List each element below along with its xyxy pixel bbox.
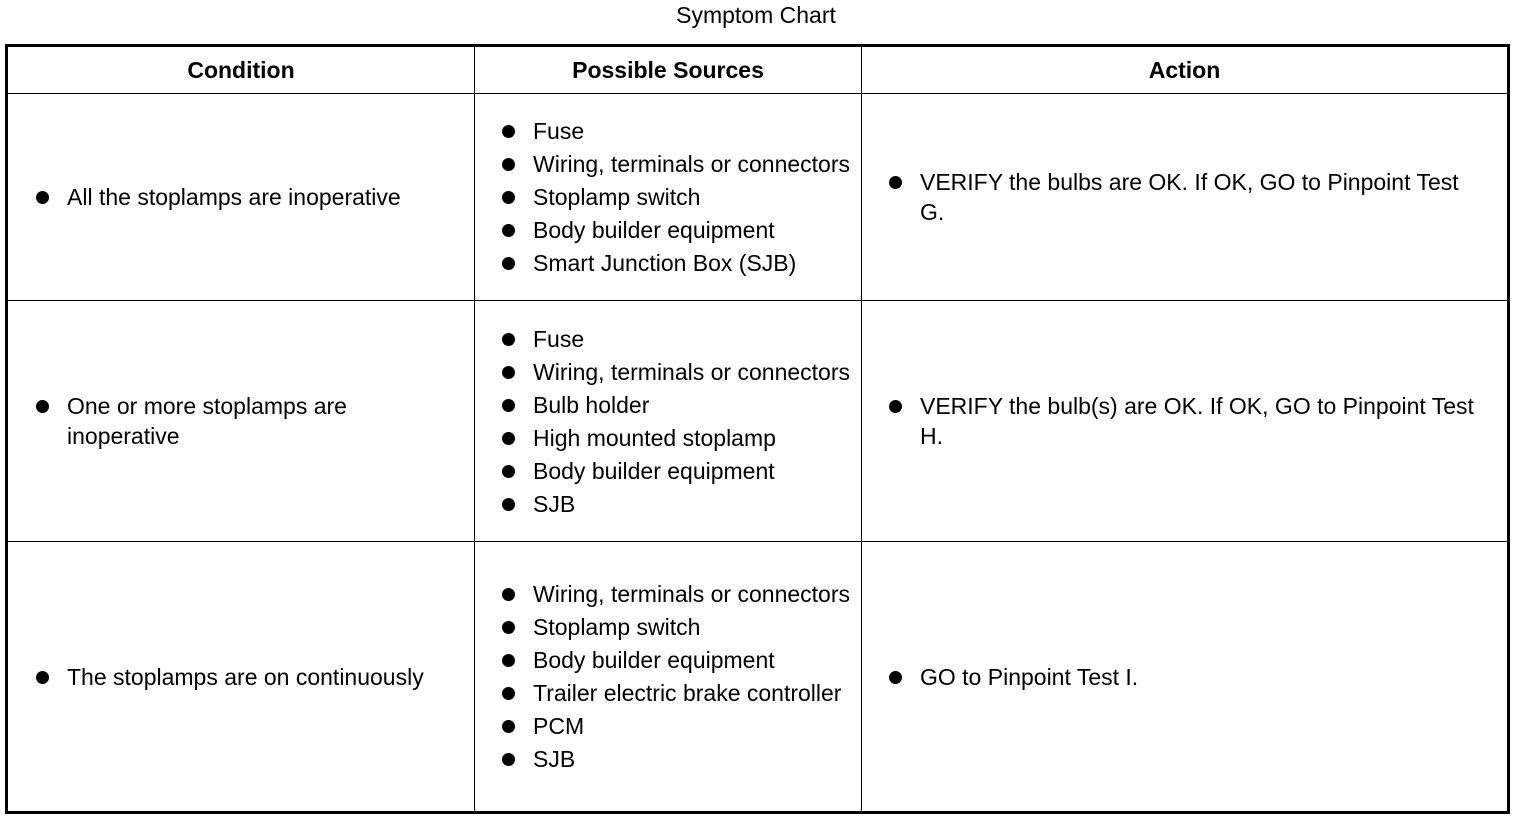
source-item: Stoplamp switch	[533, 612, 853, 642]
action-cell	[862, 94, 1509, 301]
page-title: Symptom Chart	[676, 2, 836, 28]
action-cell	[862, 301, 1509, 542]
source-item: Wiring, terminals or connectors	[533, 357, 853, 387]
source-item: SJB	[533, 489, 853, 519]
source-item: High mounted stoplamp	[533, 423, 853, 453]
condition-text: The stoplamps are on continuously	[67, 662, 464, 692]
table-row	[7, 94, 1509, 301]
condition-text: All the stoplamps are inoperative	[67, 182, 464, 212]
source-item: SJB	[533, 744, 853, 774]
header-row	[7, 46, 1509, 94]
sources-cell	[475, 542, 862, 813]
symptom-chart-table	[5, 44, 1510, 814]
sources-cell	[475, 94, 862, 301]
action-text: VERIFY the bulbs are OK. If OK, GO to Pinpoint Test G.	[920, 167, 1487, 227]
source-item: Wiring, terminals or connectors	[533, 579, 853, 609]
header-condition: Condition	[7, 46, 475, 94]
header-action: Action	[862, 46, 1509, 94]
table-row	[7, 301, 1509, 542]
source-item: PCM	[533, 711, 853, 741]
source-item: Fuse	[533, 116, 853, 146]
condition-cell	[7, 542, 475, 813]
source-item: Trailer electric brake controller	[533, 678, 853, 708]
source-item: Smart Junction Box (SJB)	[533, 248, 853, 278]
condition-text: One or more stoplamps are inoperative	[67, 391, 464, 451]
source-item: Bulb holder	[533, 390, 853, 420]
source-item: Wiring, terminals or connectors	[533, 149, 853, 179]
source-item: Stoplamp switch	[533, 182, 853, 212]
source-item: Body builder equipment	[533, 215, 853, 245]
action-cell	[862, 542, 1509, 813]
condition-cell	[7, 94, 475, 301]
header-possible-sources: Possible Sources	[475, 46, 862, 94]
action-text: VERIFY the bulb(s) are OK. If OK, GO to Pinpoint Test H.	[920, 391, 1487, 451]
action-text: GO to Pinpoint Test I.	[920, 662, 1487, 692]
source-item: Fuse	[533, 324, 853, 354]
source-item: Body builder equipment	[533, 645, 853, 675]
table-row	[7, 542, 1509, 813]
sources-cell	[475, 301, 862, 542]
source-item: Body builder equipment	[533, 456, 853, 486]
condition-cell	[7, 301, 475, 542]
